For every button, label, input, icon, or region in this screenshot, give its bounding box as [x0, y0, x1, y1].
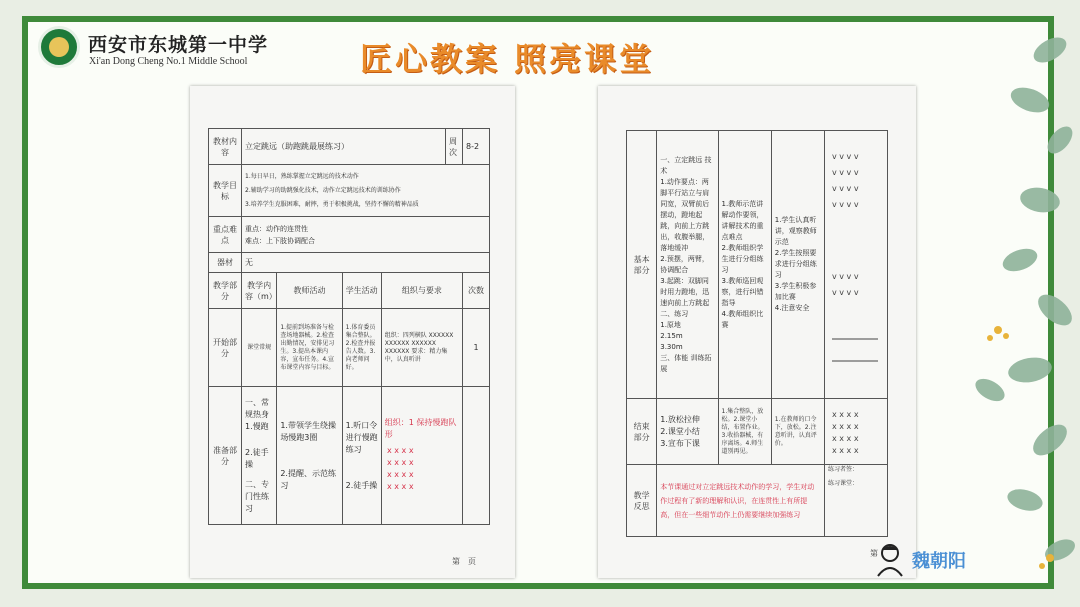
svg-text:v v v v: v v v v	[832, 151, 859, 161]
start-content: 课堂常规	[242, 309, 277, 387]
review-teacher: 练习课堂：	[828, 480, 859, 487]
equipment-value: 无	[242, 253, 490, 273]
slide-slogan: 匠心教案 照亮课堂	[360, 40, 655, 78]
basic-teacher-2: 2.教师组织学生进行分组练习	[721, 243, 764, 274]
prep-student	[342, 387, 381, 525]
svg-text:x x x x: x x x x	[386, 445, 414, 455]
basic-student-2: 2.学生按照要求进行分组练习	[774, 249, 817, 279]
label-basic: 基本部分	[627, 131, 657, 399]
col-content: 教学内容（m）	[242, 273, 277, 309]
objective-3: 3.培养学生克服困难，耐摔，勇于积极挑战，坚持不懈的精神品质	[245, 200, 419, 208]
basic-teacher	[718, 131, 771, 399]
review-cell	[825, 465, 888, 537]
key-points-cell	[242, 217, 490, 253]
basic-teacher-4: 4.教师组织比赛	[721, 309, 764, 329]
col-student: 学生活动	[342, 273, 381, 309]
basic-student-1: 1.学生认真听讲，观察教师示范	[774, 216, 817, 246]
lesson-plan-table-2	[626, 130, 888, 537]
reflection-text: 本节课通过对立定跳远技术动作的学习，学生对动作过程有了新的理解和认识，在连贯性上有所提高，但在一些细节动作上仍需要继续加强练习	[657, 465, 825, 537]
prep-content	[242, 387, 277, 525]
basic-formation-diagram	[828, 139, 884, 389]
end-content	[657, 399, 718, 465]
label-end: 结束部分	[627, 399, 657, 465]
svg-text:x x x x: x x x x	[386, 481, 414, 491]
end-line-2: 2.课堂小结	[660, 426, 700, 436]
content-value: 立定跳远（助跑跳最展练习）	[242, 129, 446, 165]
prep-line-2: 1.慢跑	[245, 421, 269, 431]
label-reflect: 教学反思	[627, 465, 657, 537]
prep-org	[381, 387, 462, 525]
prep-teacher-2: 2.提醒、示范练习	[280, 468, 336, 490]
svg-text:v v v v: v v v v	[832, 271, 859, 281]
label-key-points: 重点难点	[209, 217, 242, 253]
basic-student	[771, 131, 824, 399]
svg-text:x x x x: x x x x	[832, 445, 859, 455]
basic-content	[657, 131, 718, 399]
label-content: 教材内容	[209, 129, 242, 165]
key-point: 重点：动作的连贯性	[245, 224, 308, 233]
prep-line-1: 一、常规热身	[245, 397, 269, 419]
basic-line-8: 3.30m	[660, 342, 683, 351]
school-name-cn: 西安市东城第一中学	[88, 34, 269, 56]
basic-teacher-3: 3.教师巡回观察，进行纠错指导	[721, 276, 764, 307]
school-name-en: Xi'an Dong Cheng No.1 Middle School	[89, 56, 248, 67]
school-logo	[38, 26, 80, 68]
label-week: 周次	[446, 129, 463, 165]
svg-text:v v v v: v v v v	[832, 287, 859, 297]
svg-text:x x x x: x x x x	[386, 457, 414, 467]
objective-1: 1.每日早日，熟练掌握立定跳远的技术动作	[245, 172, 359, 180]
label-objectives: 教学目标	[209, 165, 242, 217]
basic-line-1: 一、立定跳远 技术	[660, 155, 712, 175]
basic-org	[825, 131, 888, 399]
col-part: 教学部分	[209, 273, 242, 309]
svg-text:x x x x: x x x x	[386, 469, 414, 479]
prep-student-2: 2.徒手操	[345, 480, 378, 490]
basic-line-3: 2.预摆，两臂，协调配合	[660, 254, 709, 274]
part-start: 开始部分	[209, 309, 242, 387]
basic-line-9: 三、体能 训练拓展	[660, 353, 712, 373]
end-student: 1.在教师的口令下，放松。2.注意听讲，认真评价。	[771, 399, 824, 465]
lesson-plan-page-2	[598, 86, 916, 578]
decorative-leaves	[930, 10, 1080, 600]
svg-text:x x x x: x x x x	[832, 409, 859, 419]
author-name: 魏朝阳	[912, 551, 966, 572]
end-formation-diagram	[828, 403, 884, 459]
objective-2: 2.辅助学习的助跳强化技术，动作立定跳远技术的训练协作	[245, 186, 401, 194]
prep-teacher-1: 1.带领学生绕操场慢跑3圈	[280, 420, 336, 442]
page-footer-left: 第 页	[452, 557, 476, 566]
svg-text:x x x x: x x x x	[832, 433, 859, 443]
svg-text:x x x x: x x x x	[832, 421, 859, 431]
basic-student-4: 4.注意安全	[774, 304, 810, 312]
label-equipment: 器材	[209, 253, 242, 273]
basic-teacher-1: 1.教师示范讲解动作要领，讲解技术的重点难点	[721, 199, 764, 241]
lesson-plan-table-1	[208, 128, 490, 525]
page-footer-right: 第	[870, 549, 878, 558]
week-value: 8-2	[463, 129, 490, 165]
prep-line-3: 2.徒手操	[245, 447, 269, 469]
objectives-cell	[242, 165, 490, 217]
col-times: 次数	[463, 273, 490, 309]
lesson-plan-page-1	[190, 86, 515, 578]
prep-line-4: 二、专门性练习	[245, 479, 269, 513]
end-org	[825, 399, 888, 465]
prep-student-1: 1.听口令进行慢跑练习	[345, 420, 378, 454]
basic-line-4: 3.起跳：双脚同时用力蹬地，迅速向前上方跳起	[660, 276, 710, 307]
difficult-point: 难点：上下肢协调配合	[245, 236, 315, 245]
col-org: 组织与要求	[381, 273, 462, 309]
start-student: 1.体育委员集合整队。2.检查并报告人数。3.向老师问好。	[342, 309, 381, 387]
end-teacher: 1.集合整队，放松。2.课堂小结，布置作业。3.收拾器械，有序离场。4.师生道别再见。	[718, 399, 771, 465]
prep-teacher	[277, 387, 342, 525]
start-times: 1	[463, 309, 490, 387]
svg-text:v v v v: v v v v	[832, 167, 859, 177]
start-org: 组织：四列横队 XXXXXX XXXXXX XXXXXX XXXXXX 要求：精力集中，认真听讲	[381, 309, 462, 387]
col-teacher: 教师活动	[277, 273, 342, 309]
basic-line-2: 1.动作要点：两脚平行站立与肩同宽，双臂前后摆动，蹬地起跳，向前上方跳出，收腹举腿，落地缓冲	[660, 177, 710, 252]
basic-line-6: 1.原地	[660, 320, 681, 329]
basic-line-7: 2.15m	[660, 331, 683, 340]
teacher-avatar-icon	[874, 542, 906, 578]
svg-text:v v v v: v v v v	[832, 183, 859, 193]
svg-text:v v v v: v v v v	[832, 199, 859, 209]
basic-student-3: 3.学生积极参加比赛	[774, 282, 817, 301]
review-student: 练习者签：	[828, 466, 859, 473]
end-line-1: 1.放松拉伸	[660, 414, 700, 424]
basic-line-5: 二、练习	[660, 309, 689, 318]
author-badge	[874, 542, 966, 578]
formation-diagram	[385, 441, 435, 491]
end-line-3: 3.宣布下课	[660, 438, 700, 448]
prep-org-text: 组织：1 保持慢跑队形	[384, 417, 457, 439]
part-prep: 准备部分	[209, 387, 242, 525]
start-teacher: 1.提前到场准备与检查场地器械。2.检查出勤情况，安排见习生。3.提出本课内容，宣布任务。4.宣布课堂内容与目标。	[277, 309, 342, 387]
